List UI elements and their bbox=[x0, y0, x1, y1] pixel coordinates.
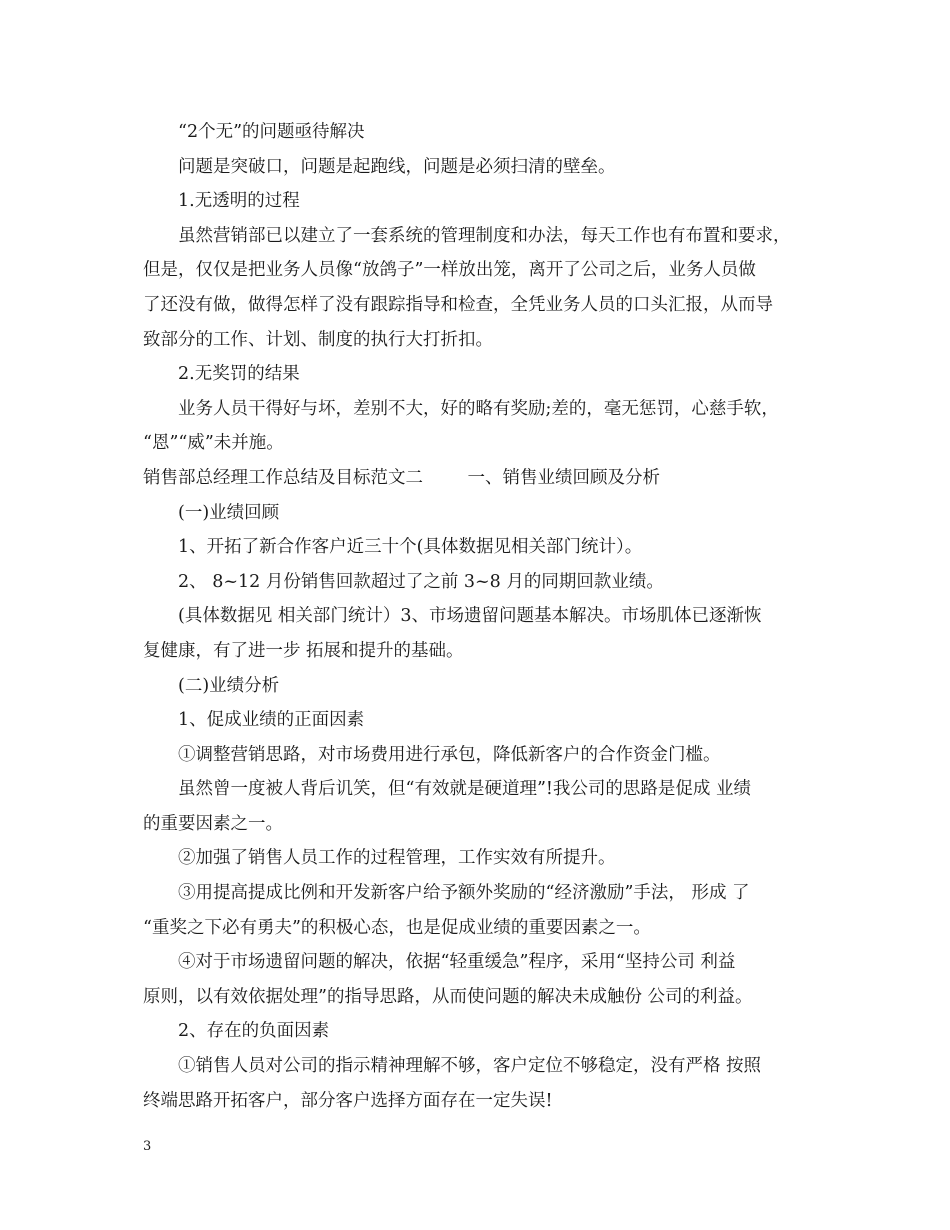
text-line: ①销售人员对公司的指示精神理解不够，客户定位不够稳定，没有严格 按照 bbox=[178, 1056, 762, 1077]
text-line: “2个无”的问题亟待解决 bbox=[178, 122, 365, 142]
text-line: ②加强了销售人员工作的过程管理，工作实效有所提升。 bbox=[178, 848, 616, 869]
text-line: 原则，以有效依据处理”的指导思路，从而使问题的解决未成触份 公司的利益。 bbox=[143, 986, 753, 1007]
text-line: ①调整营销思路，对市场费用进行承包，降低新客户的合作资金门槛。 bbox=[178, 744, 721, 765]
text-line: 虽然曾一度被人背后讥笑，但“有效就是硬道理”!我公司的思路是促成 业绩 bbox=[178, 779, 751, 800]
text-line: ④对于市场遗留问题的解决，依据“轻重缓急”程序，采用“坚持公司 利益 bbox=[178, 952, 736, 973]
text-line: 的重要因素之一。 bbox=[143, 813, 283, 834]
text-line: 虽然营销部已以建立了一套系统的管理制度和办法，每天工作也有布置和要求， bbox=[178, 225, 791, 246]
page-number: 3 bbox=[143, 1139, 152, 1154]
text-line: (一)业绩回顾 bbox=[178, 502, 280, 523]
text-line: 1、促成业绩的正面因素 bbox=[178, 710, 365, 731]
text-line: “恩”“威”未并施。 bbox=[143, 433, 284, 454]
text-line: 但是，仅仅是把业务人员像“放鸽子”一样放出笼，离开了公司之后，业务人员做 bbox=[143, 260, 756, 281]
document-body bbox=[143, 115, 823, 1118]
text-line: 复健康，有了进一步 拓展和提升的基础。 bbox=[143, 640, 464, 661]
text-line: 了还没有做，做得怎样了没有跟踪指导和检查，全凭业务人员的口头汇报，从而导 bbox=[143, 294, 773, 315]
text-line: 2.无奖罚的结果 bbox=[178, 364, 300, 385]
text-line: 销售部总经理工作总结及目标范文二 一、销售业绩回顾及分析 bbox=[143, 467, 660, 488]
text-line: 致部分的工作、计划、制度的执行大打折扣。 bbox=[143, 329, 493, 350]
text-line: 1、开拓了新合作客户近三十个(具体数据见相关部门统计）。 bbox=[178, 537, 643, 558]
text-line: (二)业绩分析 bbox=[178, 675, 280, 696]
text-line: (具体数据见 相关部门统计）3、市场遗留问题基本解决。市场肌体已逐渐恢 bbox=[178, 606, 762, 627]
text-line: 终端思路开拓客户，部分客户选择方面存在一定失误! bbox=[143, 1090, 553, 1111]
text-line: 业务人员干得好与坏，差别不大，好的略有奖励;差的，毫无惩罚，心慈手软， bbox=[178, 398, 779, 419]
text-line: 1.无透明的过程 bbox=[178, 191, 300, 212]
text-line: 2、存在的负面因素 bbox=[178, 1021, 330, 1042]
text-line: 2、 8~12 月份销售回款超过了之前 3~8 月的同期回款业绩。 bbox=[178, 571, 664, 592]
text-line: “重奖之下必有勇夫”的积极心态，也是促成业绩的重要因素之一。 bbox=[143, 917, 651, 938]
text-line: ③用提高提成比例和开发新客户给予额外奖励的“经济激励”手法， 形成 了 bbox=[178, 883, 750, 904]
text-line: 问题是突破口，问题是起跑线，问题是必须扫清的壁垒。 bbox=[178, 156, 616, 177]
